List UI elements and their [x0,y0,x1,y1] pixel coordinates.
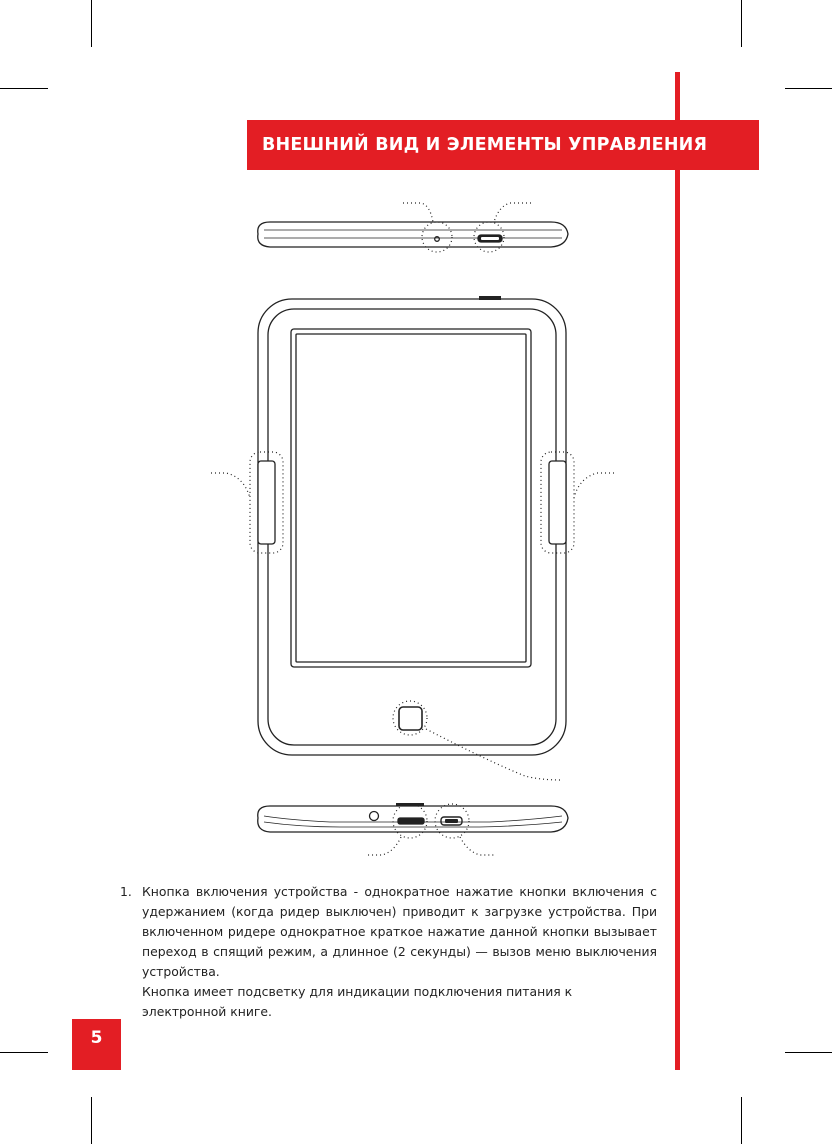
audio-jack-icon [370,812,379,821]
bottom-edge-view [258,803,568,855]
list-item [120,882,657,982]
front-view [211,296,614,780]
home-button-icon [399,707,422,730]
page-turn-button-icon [549,461,566,544]
description-text [120,882,657,1022]
list-text: Кнопка включения устройства - однократное нажатие кнопки включения с удержанием (когда ридер выключен) приводит к загрузке устройства. При включенном ридере однократное краткое нажатие данной кнопки вызывает переход в спящий режим, а длинное (2 секунды) — вызов меню выключения устройства. [142,884,657,979]
list-number: 1. [120,884,132,899]
page-turn-button-icon [258,461,275,544]
page-number: 5 [72,1019,121,1070]
list-note: Кнопка имеет подсветку для индикации подключения питания к электронной книге. [142,984,573,1019]
section-title: ВНЕШНИЙ ВИД И ЭЛЕМЕНТЫ УПРАВЛЕНИЯ [262,135,708,155]
microsd-slot-icon [398,818,424,824]
indicator-led-icon [435,237,440,242]
top-edge-view [258,203,568,252]
